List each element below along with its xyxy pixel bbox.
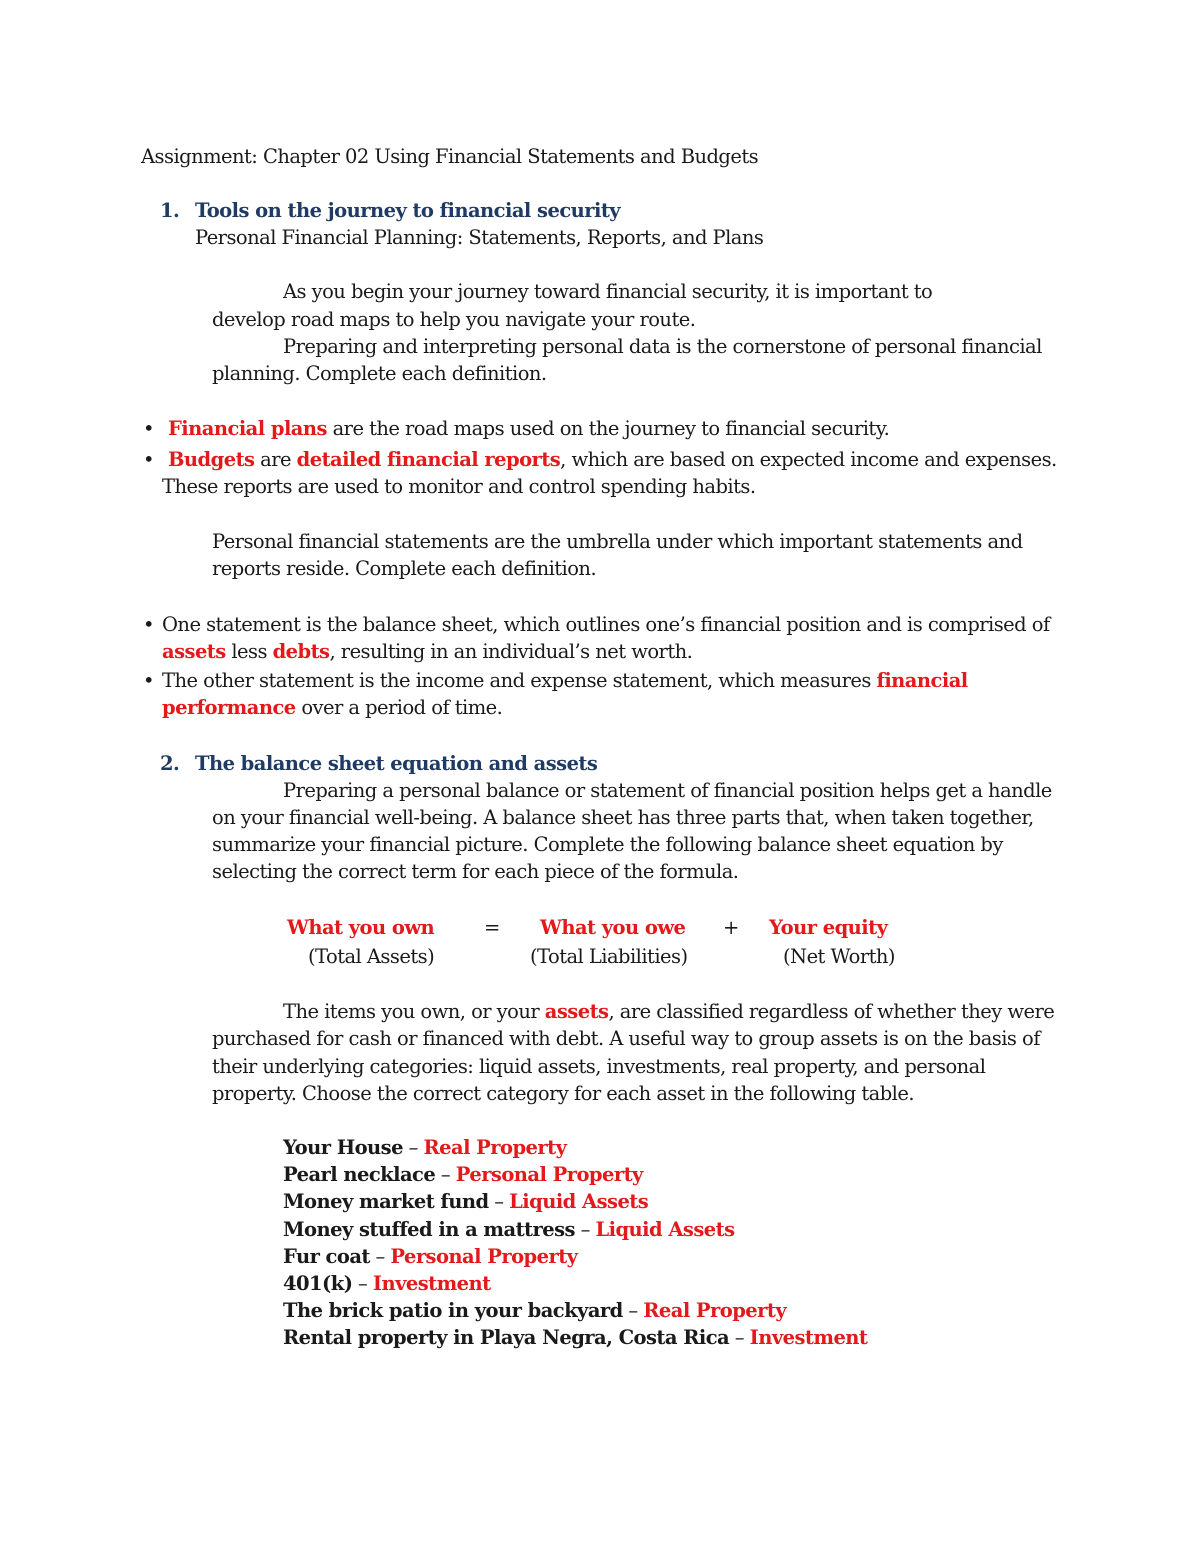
asset-row	[283, 1134, 566, 1161]
asset-separator: –	[574, 1218, 596, 1241]
section-2-heading: The balance sheet equation and assets	[195, 752, 598, 775]
section-2-para-2-line-1	[283, 998, 1054, 1025]
definition-3-text: , resulting in an individual’s net worth.	[329, 640, 693, 663]
bullet: •	[143, 417, 154, 440]
equation-term-what-you-own: What you own	[287, 916, 435, 939]
definition-3-line-2	[162, 638, 692, 665]
section-1-intro-line-2: develop road maps to help you navigate your route.	[212, 308, 696, 331]
asset-item: Pearl necklace	[283, 1163, 436, 1186]
asset-category: Real Property	[423, 1136, 567, 1159]
asset-category: Investment	[372, 1272, 491, 1295]
definition-3-line-1: One statement is the balance sheet, which outlines one’s financial position and is comprised of	[162, 613, 1050, 636]
asset-category: Liquid Assets	[595, 1218, 735, 1241]
asset-item: Money market fund	[283, 1190, 489, 1213]
para-2-rest: , are classified regardless of whether they were	[608, 1000, 1055, 1023]
section-2-number: 2.	[160, 752, 180, 775]
asset-separator: –	[402, 1136, 424, 1159]
definition-2-text: , which are based on expected income and expenses.	[560, 448, 1057, 471]
section-1-para-2-line-1: Personal financial statements are the umbrella under which important statements and	[212, 530, 1023, 553]
bullet: •	[143, 448, 154, 471]
equation-term-what-you-owe: What you owe	[540, 916, 686, 939]
definition-2	[168, 446, 1057, 473]
section-1-intro-line-1: As you begin your journey toward financial security, it is important to	[283, 280, 933, 303]
answer-performance: performance	[162, 696, 296, 719]
section-1-number: 1.	[160, 199, 180, 222]
answer-debts: debts	[272, 640, 330, 663]
asset-category: Real Property	[643, 1299, 787, 1322]
definition-1-text: are the road maps used on the journey to financial security.	[326, 417, 890, 440]
definition-3-mid: less	[225, 640, 273, 663]
asset-row	[283, 1270, 491, 1297]
section-2-para-2-line-3: their underlying categories: liquid assets, investments, real property, and personal	[212, 1055, 986, 1078]
asset-category: Investment	[749, 1326, 868, 1349]
section-2-intro-line-4: selecting the correct term for each piece of the formula.	[212, 860, 739, 883]
answer-assets-2: assets	[544, 1000, 609, 1023]
equation-equals: =	[484, 916, 500, 939]
section-2-para-2-line-2: purchased for cash or financed with debt. A useful way to group assets is on the basis of	[212, 1027, 1040, 1050]
section-2-intro-line-2: on your financial well-being. A balance sheet has three parts that, when taken together,	[212, 806, 1034, 829]
equation-sub-total-liabilities: (Total Liabilities)	[530, 945, 688, 968]
section-2-para-2-line-4: property. Choose the correct category for each asset in the following table.	[212, 1082, 914, 1105]
bullet: •	[143, 613, 154, 636]
asset-row	[283, 1324, 867, 1351]
asset-item: Your House	[283, 1136, 403, 1159]
section-2-intro-line-1: Preparing a personal balance or statement of financial position helps get a handle	[283, 779, 1052, 802]
asset-row	[283, 1297, 786, 1324]
definition-1	[168, 415, 889, 442]
asset-row	[283, 1243, 577, 1270]
asset-category: Personal Property	[455, 1163, 643, 1186]
equation-sub-net-worth: (Net Worth)	[783, 945, 895, 968]
asset-item: Money stuffed in a mattress	[283, 1218, 575, 1241]
asset-item: Rental property in Playa Negra, Costa Rica	[283, 1326, 730, 1349]
answer-assets: assets	[162, 640, 226, 663]
equation-plus: +	[723, 916, 739, 939]
asset-item: Fur coat	[283, 1245, 370, 1268]
definition-4-prefix: The other statement is the income and expense statement, which measures	[162, 669, 877, 692]
asset-separator: –	[369, 1245, 391, 1268]
asset-row	[283, 1161, 643, 1188]
asset-category: Liquid Assets	[509, 1190, 649, 1213]
document-title: Assignment: Chapter 02 Using Financial Statements and Budgets	[141, 145, 759, 168]
asset-separator: –	[352, 1272, 373, 1295]
section-1-heading: Tools on the journey to financial security	[195, 199, 621, 222]
definition-2-line-2: These reports are used to monitor and control spending habits.	[162, 475, 756, 498]
asset-row	[283, 1216, 735, 1243]
para-2-prefix: The items you own, or your	[283, 1000, 545, 1023]
answer-budgets: Budgets	[168, 448, 255, 471]
definition-4-line-2	[162, 694, 502, 721]
asset-row	[283, 1188, 648, 1215]
answer-financial-plans: Financial plans	[168, 417, 327, 440]
asset-separator: –	[729, 1326, 750, 1349]
section-1-intro-line-3: Preparing and interpreting personal data is the cornerstone of personal financial	[283, 335, 1042, 358]
equation-sub-total-assets: (Total Assets)	[308, 945, 435, 968]
asset-separator: –	[435, 1163, 456, 1186]
answer-financial: financial	[876, 669, 968, 692]
section-1-intro-line-4: planning. Complete each definition.	[212, 362, 547, 385]
asset-category: Personal Property	[390, 1245, 578, 1268]
asset-item: The brick patio in your backyard	[283, 1299, 623, 1322]
section-2-intro-line-3: summarize your financial picture. Complete the following balance sheet equation by	[212, 833, 1003, 856]
definition-4-text: over a period of time.	[295, 696, 503, 719]
equation-term-your-equity: Your equity	[769, 916, 888, 939]
bullet: •	[143, 669, 154, 692]
definition-4-line-1	[162, 667, 968, 694]
definition-2-mid: are	[254, 448, 297, 471]
section-1-para-2-line-2: reports reside. Complete each definition.	[212, 557, 597, 580]
section-1-subheading: Personal Financial Planning: Statements, Reports, and Plans	[195, 226, 764, 249]
asset-separator: –	[488, 1190, 510, 1213]
asset-separator: –	[622, 1299, 644, 1322]
answer-detailed-financial-reports: detailed financial reports	[296, 448, 561, 471]
asset-item: 401(k)	[283, 1272, 353, 1295]
